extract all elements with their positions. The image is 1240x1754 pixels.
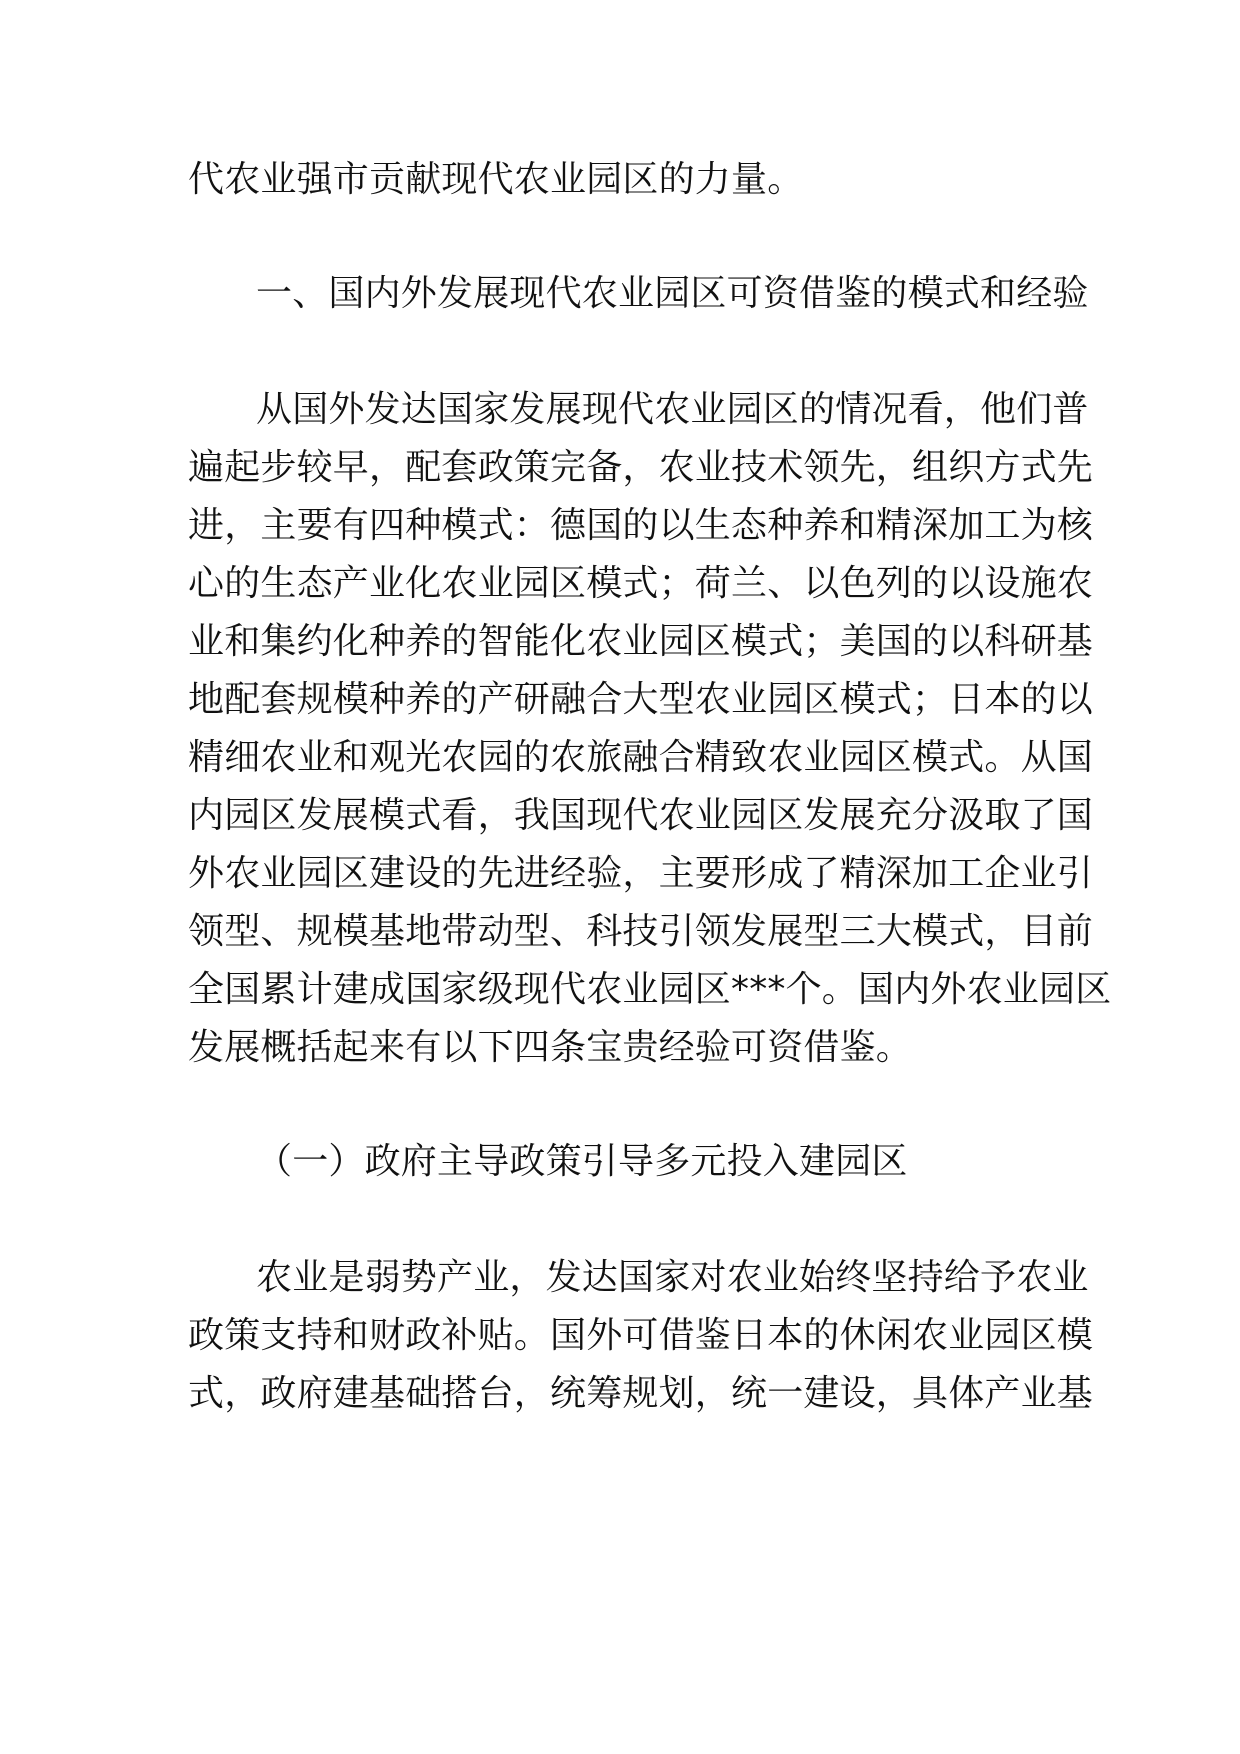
paragraph-line: 心的生态产业化农业园区模式；荷兰、以色列的以设施农 xyxy=(188,563,1094,604)
text-line-continuation: 代农业强市贡献现代农业园区的力量。 xyxy=(188,159,804,200)
paragraph-line: 全国累计建成国家级现代农业园区***个。国内外农业园区 xyxy=(188,969,1112,1010)
subsection-heading: （一）政府主导政策引导多元投入建园区 xyxy=(256,1141,908,1182)
paragraph-line: 发展概括起来有以下四条宝贵经验可资借鉴。 xyxy=(188,1027,913,1068)
paragraph-line: 进，主要有四种模式：德国的以生态种养和精深加工为核 xyxy=(188,505,1094,546)
paragraph-line: 农业是弱势产业，发达国家对农业始终坚持给予农业 xyxy=(256,1257,1089,1298)
paragraph-line: 业和集约化种养的智能化农业园区模式；美国的以科研基 xyxy=(188,621,1094,662)
paragraph-line: 精细农业和观光农园的农旅融合精致农业园区模式。从国 xyxy=(188,737,1094,778)
paragraph-line: 地配套规模种养的产研融合大型农业园区模式；日本的以 xyxy=(188,679,1094,720)
paragraph-line: 外农业园区建设的先进经验，主要形成了精深加工企业引 xyxy=(188,853,1094,894)
paragraph-line: 内园区发展模式看，我国现代农业园区发展充分汲取了国 xyxy=(188,795,1094,836)
paragraph-line: 领型、规模基地带动型、科技引领发展型三大模式，目前 xyxy=(188,911,1094,952)
paragraph-line: 政策支持和财政补贴。国外可借鉴日本的休闲农业园区模 xyxy=(188,1315,1094,1356)
section-heading: 一、国内外发展现代农业园区可资借鉴的模式和经验 xyxy=(256,273,1089,314)
paragraph-line: 遍起步较早，配套政策完备，农业技术领先，组织方式先 xyxy=(188,447,1094,488)
paragraph-line: 从国外发达国家发展现代农业园区的情况看，他们普 xyxy=(256,389,1089,430)
paragraph-line: 式，政府建基础搭台，统筹规划，统一建设，具体产业基 xyxy=(188,1373,1094,1414)
